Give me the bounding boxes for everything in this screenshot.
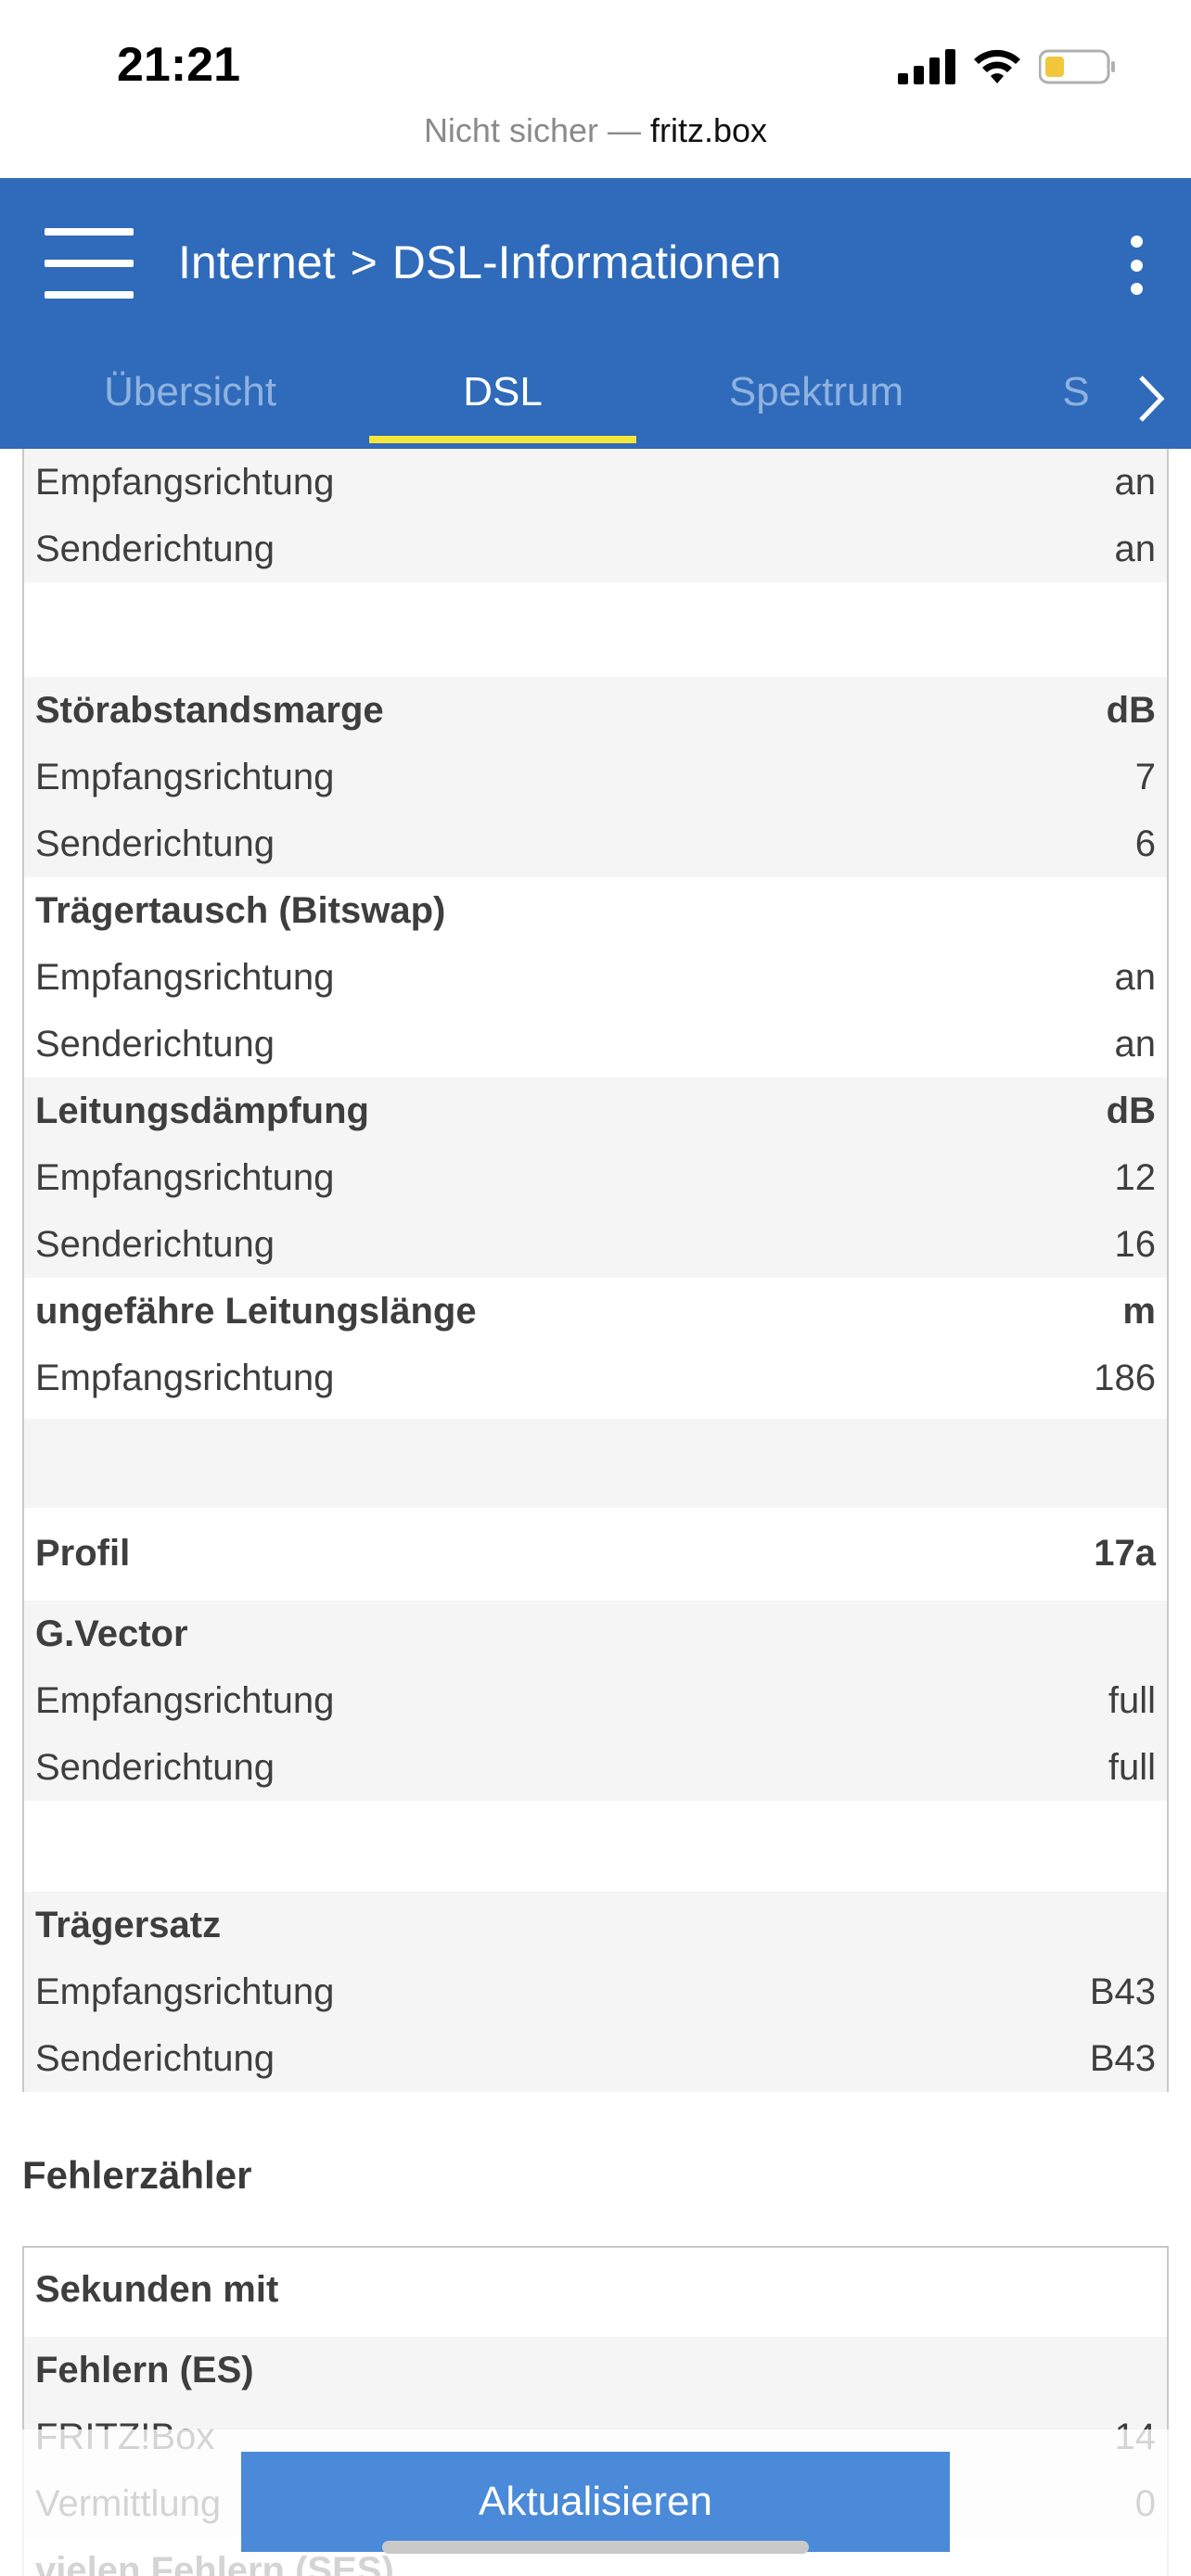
breadcrumb-page: DSL-Informationen bbox=[391, 236, 782, 288]
status-icons bbox=[898, 46, 1117, 87]
battery-icon bbox=[1039, 48, 1117, 85]
table-row-heading: G.Vector bbox=[24, 1600, 1167, 1667]
error-counter-title: Fehlerzähler bbox=[22, 2153, 252, 2197]
table-row-spacer bbox=[24, 1801, 1167, 1890]
breadcrumb-separator-icon: > bbox=[350, 236, 378, 288]
breadcrumb-section[interactable]: Internet bbox=[178, 236, 336, 288]
table-row: Senderichtung an bbox=[24, 1011, 1167, 1078]
table-row-heading: Störabstandsmarge dB bbox=[24, 677, 1167, 744]
more-options-icon[interactable] bbox=[1122, 236, 1150, 295]
table-row: Empfangsrichtung B43 bbox=[24, 1958, 1167, 2025]
wifi-icon bbox=[972, 48, 1022, 85]
address-host: fritz.box bbox=[650, 111, 768, 149]
table-row: Empfangsrichtung 186 bbox=[24, 1345, 1167, 1411]
table-row-heading: Trägersatz bbox=[24, 1892, 1167, 1958]
table-row: Senderichtung B43 bbox=[24, 2025, 1167, 2092]
table-row: Senderichtung full bbox=[24, 1734, 1167, 1801]
signal-icon bbox=[898, 49, 955, 84]
table-row-spacer bbox=[24, 1419, 1167, 1508]
table-row-heading: Sekunden mit bbox=[24, 2248, 1167, 2331]
tabs-scroll-right-icon[interactable] bbox=[1111, 352, 1191, 445]
refresh-button[interactable]: Aktualisieren bbox=[241, 2452, 950, 2552]
tab-dsl[interactable]: DSL bbox=[463, 369, 543, 414]
table-row-heading: Fehlern (ES) bbox=[24, 2337, 1167, 2404]
table-row-heading: Profil 17a bbox=[24, 1511, 1167, 1595]
address-bar[interactable] bbox=[0, 111, 1191, 178]
table-row: Empfangsrichtung an bbox=[24, 944, 1167, 1011]
address-insecure-label: Nicht sicher — bbox=[423, 111, 641, 149]
table-row: Empfangsrichtung 12 bbox=[24, 1144, 1167, 1211]
home-indicator bbox=[382, 2541, 809, 2554]
table-row: Empfangsrichtung an bbox=[24, 449, 1167, 516]
status-bar bbox=[0, 0, 1191, 111]
breadcrumb bbox=[178, 230, 781, 295]
table-row-heading: Leitungsdämpfung dB bbox=[24, 1078, 1167, 1144]
table-row-heading: ungefähre Leitungslänge m bbox=[24, 1278, 1167, 1345]
table-row: Senderichtung an bbox=[24, 516, 1167, 582]
table-row: Senderichtung 16 bbox=[24, 1211, 1167, 1278]
hamburger-menu-icon[interactable] bbox=[45, 228, 134, 299]
table-row: Empfangsrichtung 7 bbox=[24, 744, 1167, 810]
main-content bbox=[0, 449, 1191, 2576]
table-row-heading: Trägertausch (Bitswap) bbox=[24, 877, 1167, 944]
tab-uebersicht[interactable]: Übersicht bbox=[104, 369, 276, 414]
table-row-spacer bbox=[24, 582, 1167, 671]
tab-bar bbox=[0, 352, 1191, 445]
active-tab-indicator bbox=[369, 436, 636, 443]
status-time: 21:21 bbox=[117, 38, 240, 92]
tab-spektrum[interactable]: Spektrum bbox=[728, 369, 904, 414]
table-row: Empfangsrichtung full bbox=[24, 1667, 1167, 1734]
tab-truncated[interactable]: S bbox=[1062, 369, 1090, 414]
dsl-info-table bbox=[22, 449, 1169, 2092]
table-row: Senderichtung 6 bbox=[24, 810, 1167, 877]
